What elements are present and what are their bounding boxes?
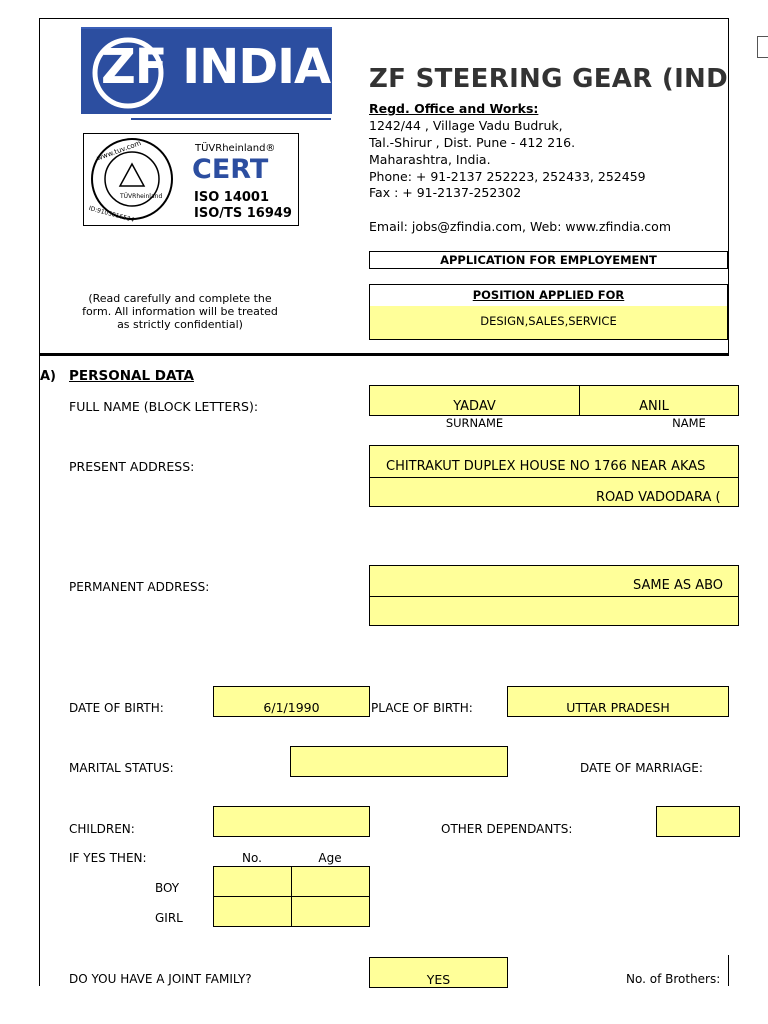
boy-no-field[interactable] (213, 866, 292, 897)
brothers-label: No. of Brothers: (626, 972, 721, 986)
cert-brand: TÜVRheinland® (195, 143, 276, 154)
position-label: POSITION APPLIED FOR (472, 288, 625, 302)
date-of-marriage-label: DATE OF MARRIAGE: (580, 761, 703, 775)
dob-label: DATE OF BIRTH: (69, 701, 164, 715)
address-line-1: 1242/44 , Village Vadu Budruk, (369, 118, 563, 133)
girl-age-field[interactable] (291, 896, 370, 927)
section-divider (39, 353, 729, 356)
joint-family-field[interactable] (369, 957, 508, 988)
tuv-cert-badge (83, 133, 299, 226)
children-field[interactable] (213, 806, 370, 837)
marital-status-label: MARITAL STATUS: (69, 761, 174, 775)
position-value-field[interactable] (370, 306, 727, 339)
surname-caption: SURNAME (445, 416, 504, 430)
permanent-address-line-1-field[interactable] (369, 565, 739, 597)
pob-label: PLACE OF BIRTH: (371, 701, 473, 715)
cert-iso-ts: ISO/TS 16949 (194, 206, 292, 221)
boy-label: BOY (155, 881, 180, 895)
instructions (73, 292, 287, 331)
email-web-line: Email: jobs@zfindia.com, Web: www.zfindia.com (369, 219, 672, 234)
left-border (39, 18, 40, 986)
girl-label: GIRL (155, 911, 183, 925)
corner-checkbox (757, 36, 768, 58)
name-field[interactable] (579, 385, 739, 416)
fax-line: Fax : + 91-2137-252302 (369, 185, 522, 200)
other-dependants-field[interactable] (656, 806, 740, 837)
dob-value: 6/1/1990 (263, 700, 320, 715)
application-title: APPLICATION FOR EMPLOYEMENT (440, 253, 657, 267)
boy-age-field[interactable] (291, 866, 370, 897)
instruction-line-2: form. All information will be treated (82, 305, 278, 318)
seal-ring-bottom: ID:9105016534 (88, 204, 135, 224)
name-caption: NAME (672, 416, 706, 430)
address-line-3: Maharashtra, India. (369, 152, 491, 167)
marital-status-field[interactable] (290, 746, 508, 777)
present-address-2: ROAD VADODARA ( (596, 490, 721, 505)
cert-iso-14001: ISO 14001 (194, 190, 270, 205)
surname-field[interactable] (369, 385, 580, 416)
permanent-address-line-2-field[interactable] (369, 596, 739, 626)
joint-family-value: YES (426, 972, 451, 987)
position-value: DESIGN,SALES,SERVICE (480, 314, 617, 328)
full-name-label: FULL NAME (BLOCK LETTERS): (69, 399, 259, 414)
no-header: No. (242, 851, 262, 865)
section-letter: A) (40, 369, 57, 384)
position-box (369, 284, 728, 340)
joint-family-label: DO YOU HAVE A JOINT FAMILY? (69, 972, 252, 986)
permanent-address-1: SAME AS ABO (633, 578, 724, 593)
surname-value: YADAV (453, 399, 496, 414)
name-value: ANIL (639, 399, 669, 414)
application-title-box (369, 251, 728, 269)
present-address-line-2-field[interactable] (369, 477, 739, 507)
present-address-label: PRESENT ADDRESS: (69, 459, 195, 474)
phone-line: Phone: + 91-2137 252223, 252433, 252459 (369, 169, 646, 184)
seal-inner-text: TÜVRheinland (120, 193, 163, 200)
other-dependants-label: OTHER DEPENDANTS: (441, 822, 573, 836)
right-border-lower (728, 955, 729, 986)
pob-value: UTTAR PRADESH (566, 700, 670, 715)
if-yes-label: IF YES THEN: (69, 851, 147, 865)
permanent-address-label: PERMANENT ADDRESS: (69, 580, 210, 594)
age-header: Age (318, 851, 342, 865)
address-line-2: Tal.-Shirur , Dist. Pune - 412 216. (369, 135, 576, 150)
right-border (728, 18, 729, 356)
zf-india-logo (81, 27, 332, 114)
dob-field[interactable] (213, 686, 370, 717)
cert-word: CERT (192, 154, 269, 185)
section-title: PERSONAL DATA (69, 368, 194, 384)
office-label: Regd. Office and Works: (369, 101, 539, 116)
instruction-line-1: (Read carefully and complete the (88, 292, 272, 305)
girl-no-field[interactable] (213, 896, 292, 927)
company-title: ZF STEERING GEAR (IND (369, 64, 728, 94)
children-label: CHILDREN: (69, 822, 135, 836)
present-address-1: CHITRAKUT DUPLEX HOUSE NO 1766 NEAR AKAS (386, 459, 706, 474)
top-border (39, 18, 729, 19)
instruction-line-3: as strictly confidential) (117, 318, 243, 331)
logo-text: ZF INDIA (101, 39, 331, 95)
seal-ring-top: www.tuv.com (95, 139, 143, 163)
present-address-line-1-field[interactable] (369, 445, 739, 478)
pob-field[interactable] (507, 686, 729, 717)
logo-underline (131, 118, 331, 120)
